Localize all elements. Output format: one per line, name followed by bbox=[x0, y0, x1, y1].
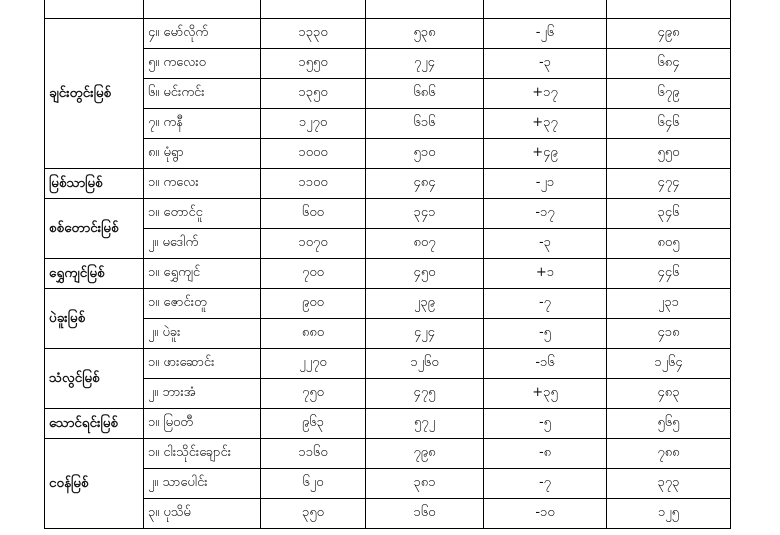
value-col4-cell: ၆၄၆ bbox=[607, 109, 731, 139]
value-col2-cell: ၅၇၂ bbox=[366, 409, 484, 439]
value-col1-cell: ၁၁၀၀ bbox=[261, 169, 366, 199]
table-row bbox=[45, 379, 731, 409]
table-row bbox=[45, 139, 731, 169]
value-col1-cell: ၁၂၇၀ bbox=[261, 109, 366, 139]
value-col1-cell: ၂၂၇၀ bbox=[261, 349, 366, 379]
station-name-cell: ၁။ ငါးသိုင်းချောင်း bbox=[144, 439, 261, 469]
station-name-cell: ၁။ ဖားဆောင်း bbox=[144, 349, 261, 379]
value-col1-cell: ၁၀၇၀ bbox=[261, 229, 366, 259]
station-name-cell: ၈။ မုံရွာ bbox=[144, 139, 261, 169]
river-name-cell: ချင်းတွင်းမြစ် bbox=[45, 19, 144, 169]
value-col3-cell: -၁၆ bbox=[484, 349, 607, 379]
value-col2-cell: ၅၁၀ bbox=[366, 139, 484, 169]
value-col4-cell: ၄၈၃ bbox=[607, 379, 731, 409]
station-name-cell: ၂။ သာပေါင်း bbox=[144, 469, 261, 499]
value-col2-cell: ၅၃၈ bbox=[366, 19, 484, 49]
river-name-cell: ရွှေကျင်မြစ် bbox=[45, 259, 144, 289]
value-col3-cell: -၃ bbox=[484, 49, 607, 79]
table-row bbox=[45, 19, 731, 49]
river-name-cell: သောင်ရင်းမြစ် bbox=[45, 409, 144, 439]
value-col1-cell: ၇၅၀ bbox=[261, 379, 366, 409]
value-col2-cell: ၁၆၀ bbox=[366, 499, 484, 529]
value-col2-cell: ၁၂၆၀ bbox=[366, 349, 484, 379]
value-col4-cell: ၃၄၆ bbox=[607, 199, 731, 229]
value-col3-cell: -၂၁ bbox=[484, 169, 607, 199]
table-row bbox=[45, 199, 731, 229]
station-name-cell: ၆။ မင်းကင်း bbox=[144, 79, 261, 109]
river-name-cell: ငဝန်မြစ် bbox=[45, 439, 144, 529]
table-cell bbox=[45, 0, 144, 19]
value-col1-cell: ၆၀၀ bbox=[261, 199, 366, 229]
river-level-table bbox=[44, 0, 731, 529]
table-row bbox=[45, 319, 731, 349]
value-col1-cell: ၇၀၀ bbox=[261, 259, 366, 289]
value-col3-cell: -၇ bbox=[484, 469, 607, 499]
value-col1-cell: ၁၅၅၀ bbox=[261, 49, 366, 79]
table-row bbox=[45, 169, 731, 199]
value-col3-cell: -၁၇ bbox=[484, 199, 607, 229]
river-name-cell: မြစ်သာမြစ် bbox=[45, 169, 144, 199]
value-col3-cell: +၃၇ bbox=[484, 109, 607, 139]
value-col3-cell: -၇ bbox=[484, 289, 607, 319]
value-col1-cell: ၁၃၃၀ bbox=[261, 19, 366, 49]
value-col1-cell: ၈၈၀ bbox=[261, 319, 366, 349]
value-col2-cell: ၄၈၄ bbox=[366, 169, 484, 199]
station-name-cell: ၂။ ပဲခူး bbox=[144, 319, 261, 349]
value-col2-cell: ၆၈၆ bbox=[366, 79, 484, 109]
value-col3-cell: +၁ bbox=[484, 259, 607, 289]
value-col2-cell: ၃၈၁ bbox=[366, 469, 484, 499]
table-row bbox=[45, 79, 731, 109]
value-col1-cell: ၃၅၀ bbox=[261, 499, 366, 529]
value-col2-cell: ၇၂၄ bbox=[366, 49, 484, 79]
station-name-cell: ၇။ ကနီ bbox=[144, 109, 261, 139]
station-name-cell: ၂။ မဒေါက် bbox=[144, 229, 261, 259]
value-col3-cell: -၂၆ bbox=[484, 19, 607, 49]
value-col3-cell: -၁၀ bbox=[484, 499, 607, 529]
table-cell bbox=[366, 0, 484, 19]
station-name-cell: ၁။ ရွှေကျင် bbox=[144, 259, 261, 289]
table-body bbox=[45, 0, 731, 529]
station-name-cell: ၁။ ဇောင်းတူ bbox=[144, 289, 261, 319]
table-row bbox=[45, 499, 731, 529]
table-row bbox=[45, 49, 731, 79]
table-cell bbox=[144, 0, 261, 19]
table-row bbox=[45, 289, 731, 319]
value-col3-cell: -၅ bbox=[484, 409, 607, 439]
value-col3-cell: +၁၇ bbox=[484, 79, 607, 109]
table-row bbox=[45, 349, 731, 379]
value-col3-cell: -၈ bbox=[484, 439, 607, 469]
value-col4-cell: ၈၀၅ bbox=[607, 229, 731, 259]
value-col1-cell: ၁၃၅၀ bbox=[261, 79, 366, 109]
table-row bbox=[45, 229, 731, 259]
value-col2-cell: ၄၅၀ bbox=[366, 259, 484, 289]
value-col1-cell: ၁၁၆၀ bbox=[261, 439, 366, 469]
value-col2-cell: ၆၁၆ bbox=[366, 109, 484, 139]
value-col1-cell: ၁၀၀၀ bbox=[261, 139, 366, 169]
value-col2-cell: ၈၀၇ bbox=[366, 229, 484, 259]
value-col2-cell: ၄၇၅ bbox=[366, 379, 484, 409]
table-row bbox=[45, 409, 731, 439]
table-cell bbox=[607, 0, 731, 19]
station-name-cell: ၂။ ဘားအံ bbox=[144, 379, 261, 409]
river-name-cell: ပဲခူးမြစ် bbox=[45, 289, 144, 349]
value-col1-cell: ၉၀၀ bbox=[261, 289, 366, 319]
station-name-cell: ၁။ ကလေး bbox=[144, 169, 261, 199]
value-col4-cell: ၇၈၈ bbox=[607, 439, 731, 469]
value-col3-cell: +၃၅ bbox=[484, 379, 607, 409]
value-col1-cell: ၉၆၃ bbox=[261, 409, 366, 439]
value-col4-cell: ၆၈၄ bbox=[607, 49, 731, 79]
value-col4-cell: ၄၉၈ bbox=[607, 19, 731, 49]
value-col4-cell: ၄၁၈ bbox=[607, 319, 731, 349]
value-col2-cell: ၂၃၉ bbox=[366, 289, 484, 319]
table-row bbox=[45, 259, 731, 289]
value-col2-cell: ၄၂၄ bbox=[366, 319, 484, 349]
station-name-cell: ၁။ မြဝတီ bbox=[144, 409, 261, 439]
value-col3-cell: +၄၉ bbox=[484, 139, 607, 169]
value-col4-cell: ၅၆၅ bbox=[607, 409, 731, 439]
value-col3-cell: -၃ bbox=[484, 229, 607, 259]
table-row bbox=[45, 439, 731, 469]
value-col4-cell: ၂၃၁ bbox=[607, 289, 731, 319]
table-row-clipped bbox=[45, 0, 731, 19]
table-row bbox=[45, 469, 731, 499]
value-col4-cell: ၁၂၅ bbox=[607, 499, 731, 529]
value-col4-cell: ၆၇၉ bbox=[607, 79, 731, 109]
table-cell bbox=[484, 0, 607, 19]
river-name-cell: စစ်တောင်းမြစ် bbox=[45, 199, 144, 259]
value-col1-cell: ၆၂၀ bbox=[261, 469, 366, 499]
value-col3-cell: -၅ bbox=[484, 319, 607, 349]
table-cell bbox=[261, 0, 366, 19]
value-col2-cell: ၇၉၈ bbox=[366, 439, 484, 469]
station-name-cell: ၄။ မော်လိုက် bbox=[144, 19, 261, 49]
value-col4-cell: ၃၇၃ bbox=[607, 469, 731, 499]
value-col4-cell: ၄၇၄ bbox=[607, 169, 731, 199]
value-col2-cell: ၃၄၁ bbox=[366, 199, 484, 229]
value-col4-cell: ၁၂၆၄ bbox=[607, 349, 731, 379]
value-col4-cell: ၅၅၀ bbox=[607, 139, 731, 169]
table-row bbox=[45, 109, 731, 139]
station-name-cell: ၅။ ကလေးဝ bbox=[144, 49, 261, 79]
station-name-cell: ၁။ တောင်ငူ bbox=[144, 199, 261, 229]
river-name-cell: သံလွင်မြစ် bbox=[45, 349, 144, 409]
value-col4-cell: ၄၄၆ bbox=[607, 259, 731, 289]
station-name-cell: ၃။ ပုသိမ် bbox=[144, 499, 261, 529]
